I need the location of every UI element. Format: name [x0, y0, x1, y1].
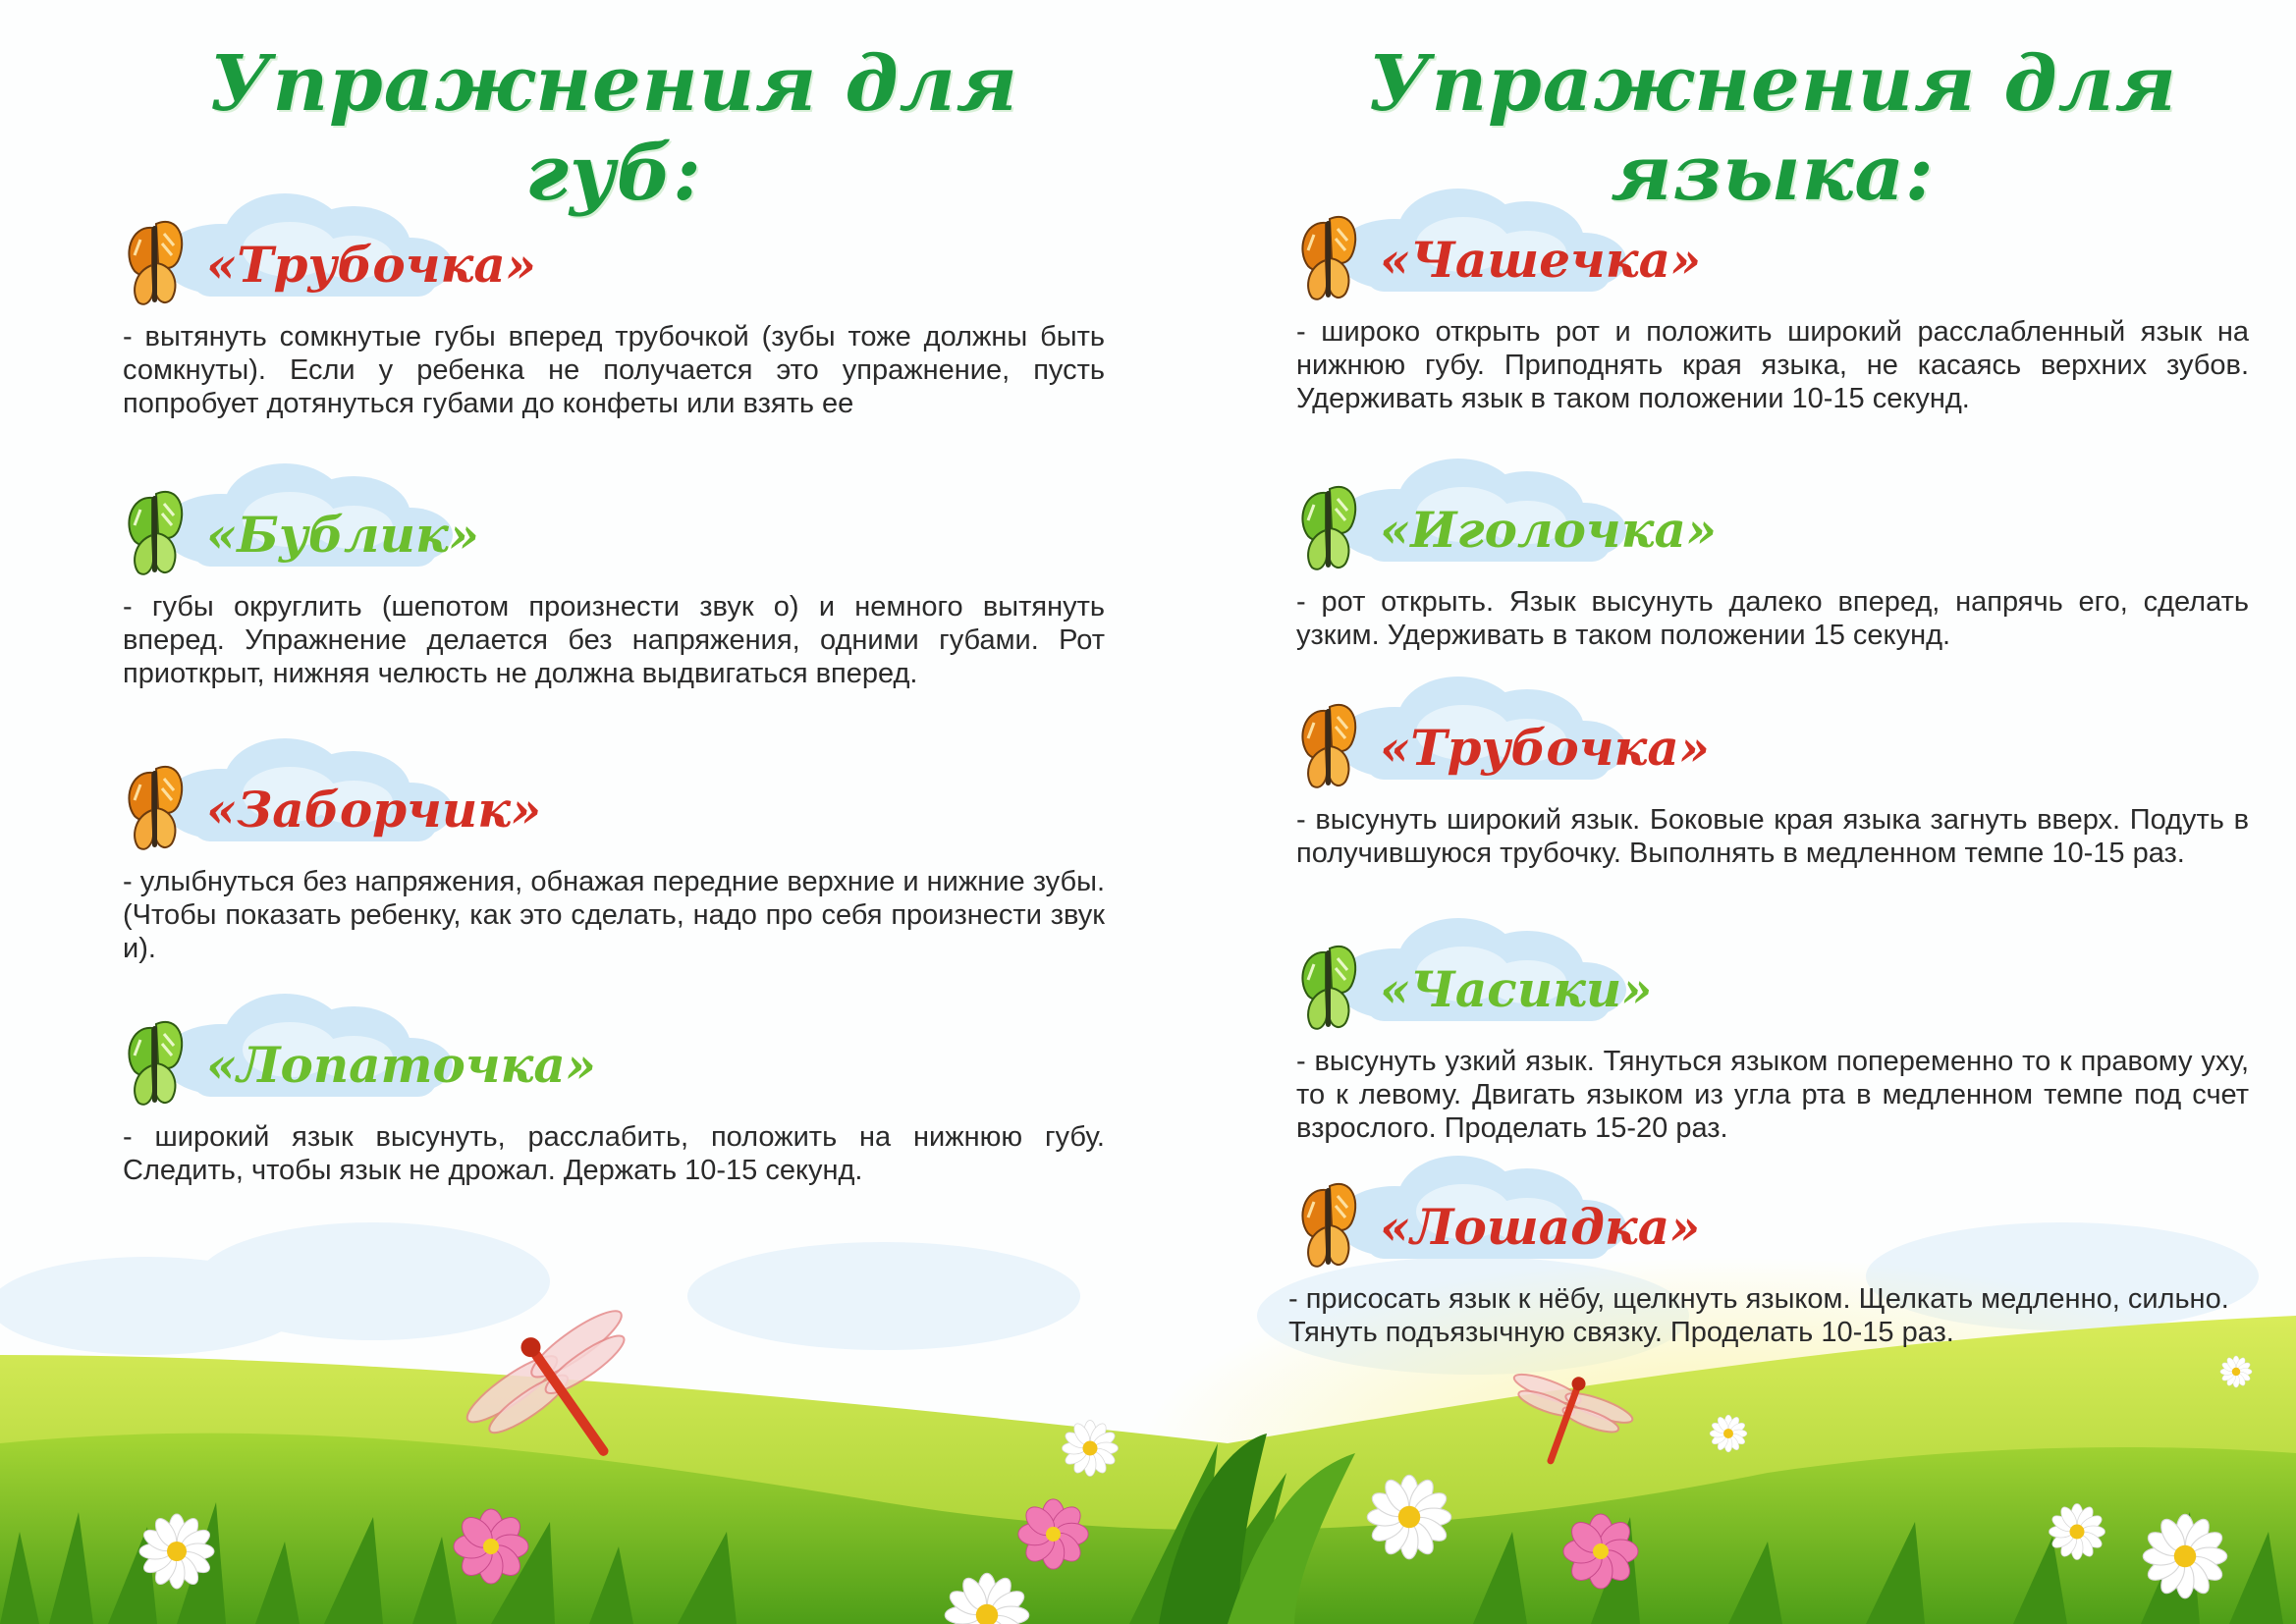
- exercise-card: [123, 1016, 1105, 1187]
- exercise-card: [123, 761, 1105, 965]
- green-butterfly-icon: [1296, 941, 1359, 1035]
- orange-butterfly-icon: [1296, 699, 1359, 793]
- exercise-card: [1296, 481, 2249, 652]
- exercise-title: «Заборчик»: [206, 781, 542, 839]
- exercise-card: [1296, 211, 2249, 415]
- exercise-header: [123, 761, 1105, 859]
- exercise-description: - высунуть узкий язык. Тянуться языком попеременно то к правому уху, то к левому. Двигать языком из угла рта в медленном темпе под счет взрослого. Проделать 15-20 раз.: [1296, 1046, 2249, 1144]
- exercise-description: - широкий язык высунуть, расслабить, положить на нижнюю губу. Следить, чтобы язык не дрожал. Держать 10-15 секунд.: [123, 1121, 1105, 1186]
- exercise-header: [1296, 699, 2249, 797]
- exercise-title: «Лопаточка»: [206, 1036, 597, 1094]
- exercise-card: [1288, 1178, 2249, 1349]
- lips-exercises-column: [123, 39, 1105, 1186]
- exercise-description: - присосать язык к нёбу, щелкнуть языком. Щелкать медленно, сильно. Тянуть подъязычную связку. Проделать 10-15 раз.: [1288, 1283, 2229, 1348]
- exercise-description: - вытянуть сомкнутые губы вперед трубочкой (зубы тоже должны быть сомкнуты). Если у ребенка не получается это упражнение, пусть попробует дотянуться губами до конфеты или взять ее: [123, 321, 1105, 419]
- orange-butterfly-icon: [1296, 211, 1359, 305]
- exercise-card: [123, 216, 1105, 420]
- exercise-header: [1296, 941, 2249, 1039]
- orange-butterfly-icon: [1296, 1178, 1359, 1272]
- exercise-title: «Чашечка»: [1380, 231, 1702, 289]
- exercise-description: - высунуть широкий язык. Боковые края языка загнуть вверх. Подуть в получившуюся трубочку. Выполнять в медленном темпе 10-15 раз.: [1296, 804, 2249, 869]
- exercise-title: «Бублик»: [206, 506, 480, 564]
- exercise-description: - улыбнуться без напряжения, обнажая передние верхние и нижние зубы. (Чтобы показать ребенку, как это сделать, надо про себя произнести звук и).: [123, 866, 1105, 964]
- exercise-header: [1296, 481, 2249, 579]
- exercise-description: - губы округлить (шепотом произнести звук о) и немного вытянуть вперед. Упражнение делается без напряжения, одними губами. Рот приоткрыт, нижняя челюсть не должна выдвигаться вперед.: [123, 591, 1105, 689]
- orange-butterfly-icon: [123, 761, 186, 855]
- exercise-title: «Часики»: [1380, 960, 1653, 1018]
- exercise-header: [1296, 1178, 2249, 1276]
- exercise-header: [123, 216, 1105, 314]
- exercise-title: «Лошадка»: [1380, 1198, 1701, 1256]
- exercise-title: «Трубочка»: [1380, 719, 1711, 777]
- exercise-header: [123, 1016, 1105, 1114]
- green-butterfly-icon: [123, 1016, 186, 1110]
- exercise-card: [123, 486, 1105, 690]
- exercise-header: [1296, 211, 2249, 309]
- green-butterfly-icon: [123, 486, 186, 580]
- orange-butterfly-icon: [123, 216, 186, 310]
- exercise-title: «Трубочка»: [206, 236, 537, 294]
- exercise-title: «Иголочка»: [1380, 501, 1718, 559]
- tongue-exercises-title: Упражнения для языка:: [1368, 39, 2177, 218]
- exercise-card: [1296, 699, 2249, 870]
- tongue-exercises-column: [1288, 39, 2249, 1348]
- exercise-description: - рот открыть. Язык высунуть далеко вперед, напрячь его, сделать узким. Удерживать в таком положении 15 секунд.: [1296, 586, 2249, 651]
- exercise-header: [123, 486, 1105, 584]
- green-butterfly-icon: [1296, 481, 1359, 575]
- lips-exercises-title: Упражнения для губ:: [209, 39, 1018, 218]
- exercise-description: - широко открыть рот и положить широкий расслабленный язык на нижнюю губу. Приподнять края языка, не касаясь верхних зубов. Удерживать язык в таком положении 10-15 секунд.: [1296, 316, 2249, 414]
- exercise-card: [1296, 941, 2249, 1145]
